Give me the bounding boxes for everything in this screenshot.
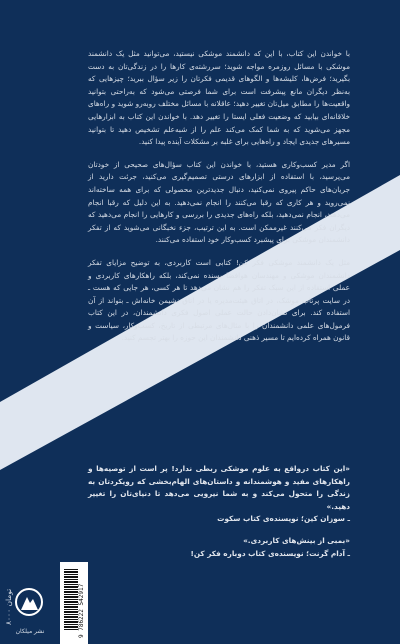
endorsement (88, 463, 350, 526)
isbn-barcode (60, 562, 88, 644)
isbn-number: 9 786222 542917 (78, 583, 85, 638)
price-label: ۸۰۰۰ تومان (4, 588, 13, 625)
endorsements (88, 463, 350, 569)
endorsement-quote: «بمبی از بینش‌های کاربردی.» (243, 535, 350, 545)
description-text (88, 48, 350, 355)
endorsement-author: ـ آدام گرنت؛ نویسنده‌ی کتاب دوباره فکر کن! (190, 548, 350, 558)
publisher-logo-icon (14, 586, 44, 626)
endorsement (88, 535, 350, 560)
publisher-name: نشر میلکان (15, 628, 45, 635)
endorsement-quote: «این کتاب درواقع به علوم موشکی ربطی ندارد! پر است از توصیه‌ها و راهکارهای مفید و هوشمندانه و داستان‌های الهام‌بخشی که رویکردتان به زندگی را متحول می‌کند و به شما نیرویی می‌دهد تا دنیای‌تان را تغییر دهید.» (88, 464, 350, 511)
description-paragraph: مثل یک دانشمند موشکی فکر کن! کتابی است کاربردی، به توضیح مزایای تفکر دانشمندان موشکی و مهندسان هوافضا بسنده نمی‌کند، بلکه راهکارهای کاربردی و عملی استفاده از این سبک تفکر را هم نشان می‌دهد تا هر کسی، هر جایی که هست ـ در سایت پرتاب موشک، در اتاق هیئت‌مدیره یا در اتاق نشیمن خانه‌اش ـ بتواند از آن استفاده کند. برای نشان‌دادن حالت عملی اصول فکری دانشمندان، در این کتاب فرمول‌های علمی دانشمندان را با مثال‌های مرتبطی از تاریخ، کسب‌وکار، سیاست و قانون همراه کرده‌ایم تا مسیر ذهنی دانشمندان این حوزه را بهتر تجسم کنید. (88, 257, 350, 343)
description-paragraph: با خواندن این کتاب، با این که دانشمند موشکی نیستید، می‌توانید مثل یک دانشمند موشکی با مسائل روزمره مواجه شوید؛ سررشته‌ی کارها را در زندگی‌تان به دست بگیرید؛ فرض‌ها، کلیشه‌ها و الگوهای قدیمی فکرتان را زیر سؤال ببرید؛ چیزهایی که به‌نظر دیگران مانع پیشرفت است برای شما فرصتی می‌شود که به‌راحتی بتوانید واقعیت‌ها را مطابق میل‌تان تغییر دهید؛ عاقلانه با مسائل مختلف روبه‌رو شوید و راه‌های خلاقانه‌ای بیابید که وضعیت فعلی ایستا را تغییر دهد. با خواندن این کتاب به ابزارهایی مجهز می‌شوید که به شما کمک می‌کند علم را از شبه‌علم تشخیص دهید تا بتوانید مسیرهای جدیدی ایجاد و راه‌هایی برای غلبه بر مشکلات آینده پیدا کنید. (88, 49, 350, 147)
description-paragraph: اگر مدیر کسب‌وکاری هستید، با خواندن این کتاب سؤال‌های صحیحی از خودتان می‌پرسید، با استفاده از ابزارهای درستی تصمیم‌گیری می‌کنید، جرئت دارید از جریان‌های حاکم پیروی نمی‌کنید، دنبال جدیدترین محصولی که برای همه ساخته‌اند نمی‌روید و هر کاری که رقبا می‌کنند را انجام نمی‌دهید. به این دلیل که رقبا انجام می‌دهند، انجام نمی‌دهید، بلکه راه‌های جدیدی را بررسی و کارهایی را انجام می‌دهید که دیگران فکر می‌کنند غیرممکن است. به این ترتیب، جزء نخبگانی می‌شوید که از تفکر دانشمندان موشکی برای پیشبرد کسب‌وکار خود استفاده می‌کنند. (88, 159, 350, 245)
endorsement-author: ـ سوزان کین؛ نویسنده‌ی کتاب سکوت (217, 514, 350, 524)
barcode-bars (64, 568, 78, 630)
